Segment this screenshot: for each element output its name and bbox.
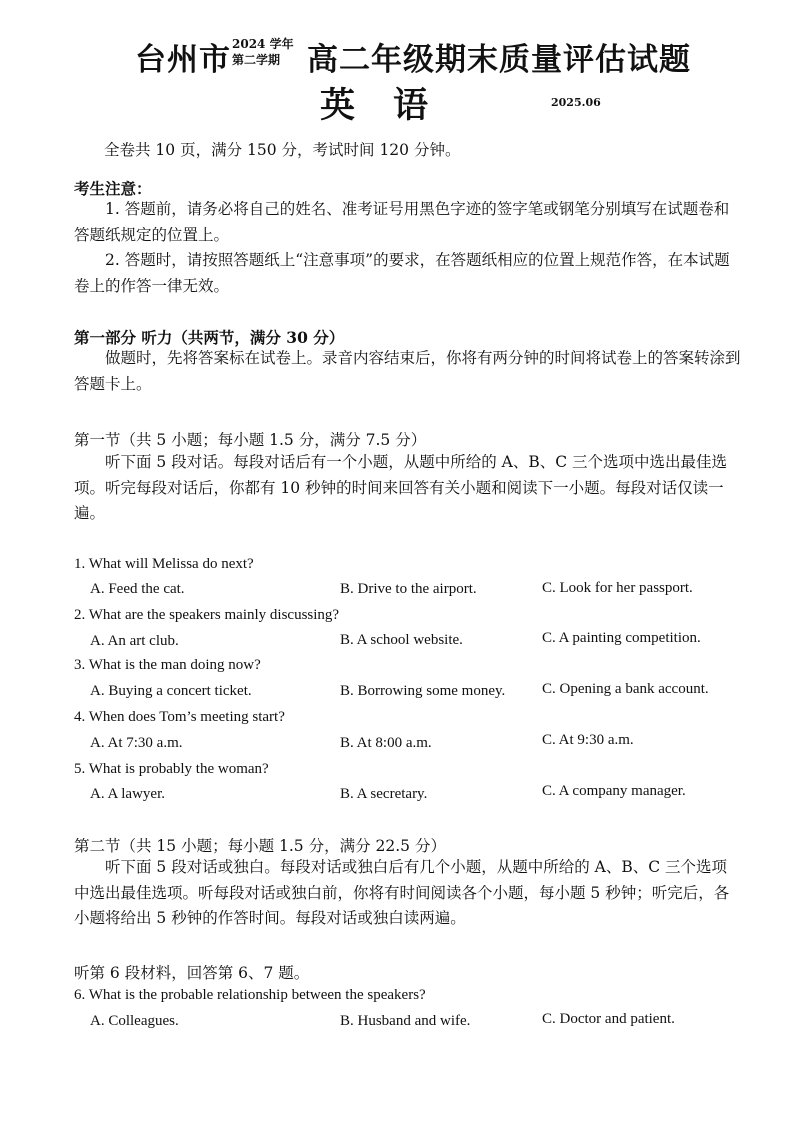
exam-intro: 全卷共 10 页，满分 150 分，考试时间 120 分钟。 (104, 141, 461, 159)
q1-option-a: A. Feed the cat. (90, 581, 185, 597)
q4-option-b: B. At 8:00 a.m. (340, 735, 432, 751)
q1-option-b: B. Drive to the airport. (340, 581, 477, 597)
exam-header (0, 30, 794, 126)
q3-option-c: C. Opening a bank account. (542, 681, 709, 697)
term-semester: 第二学期 (232, 53, 281, 67)
q2-option-b: B. A school website. (340, 632, 463, 648)
material-6-heading: 听第 6 段材料，回答第 6、7 题。 (74, 964, 310, 982)
section1-desc: 听下面 5 段对话。每段对话后有一个小题，从题中所给的 A、B、C 三个选项中选出最佳选项。听完每段对话后，你都有 10 秒钟的时间来回答有关小题和阅读下一小题。每段对话仅读一遍。 (74, 453, 728, 522)
q3-option-a: A. Buying a concert ticket. (90, 683, 252, 699)
question-5: 5. What is probably the woman? (74, 761, 269, 777)
question-4: 4. When does Tom’s meeting start? (74, 709, 285, 725)
notice-item-1: 1. 答题前，请务必将自己的姓名、准考证号用黑色字迹的签字笔或钢笔分别填写在试题卷和答题纸规定的位置上。 (74, 200, 730, 244)
subject-title: 英语 (320, 85, 467, 126)
q5-option-c: C. A company manager. (542, 783, 686, 799)
q1-option-c: C. Look for her passport. (542, 580, 693, 596)
q6-option-a: A. Colleagues. (90, 1013, 179, 1029)
city-name: 台州市 (135, 42, 231, 78)
q4-option-a: A. At 7:30 a.m. (90, 735, 183, 751)
question-6: 6. What is the probable relationship between the speakers? (74, 987, 426, 1003)
q3-option-b: B. Borrowing some money. (340, 683, 506, 699)
section2-desc: 听下面 5 段对话或独白。每段对话或独白后有几个小题，从题中所给的 A、B、C 三个选项中选出最佳选项。听每段对话或独白前，你将有时间阅读各个小题，每小题 5 秒钟；听完后，各小题将给出 5 秒钟的作答时间。每段对话或独白读两遍。 (74, 858, 730, 927)
q5-option-a: A. A lawyer. (90, 786, 165, 802)
q4-option-c: C. At 9:30 a.m. (542, 732, 634, 748)
exam-title: 高二年级期末质量评估试题 (307, 42, 691, 78)
q2-option-c: C. A painting competition. (542, 630, 701, 646)
part1-heading: 第一部分 听力（共两节，满分 30 分） (74, 328, 345, 347)
section2-heading: 第二节（共 15 小题；每小题 1.5 分，满分 22.5 分） (74, 837, 446, 855)
exam-date: 2025.06 (551, 96, 601, 109)
q6-option-b: B. Husband and wife. (340, 1013, 471, 1029)
term-label (232, 36, 294, 68)
question-1: 1. What will Melissa do next? (74, 556, 254, 572)
q2-option-a: A. An art club. (90, 633, 179, 649)
q6-option-c: C. Doctor and patient. (542, 1011, 675, 1027)
section1-heading: 第一节（共 5 小题；每小题 1.5 分，满分 7.5 分） (74, 431, 427, 449)
term-year: 2024 学年 (232, 37, 294, 51)
q5-option-b: B. A secretary. (340, 786, 428, 802)
notice-item-2: 2. 答题时，请按照答题纸上“注意事项”的要求，在答题纸相应的位置上规范作答，在本试题卷上的作答一律无效。 (74, 251, 730, 295)
question-2: 2. What are the speakers mainly discussing? (74, 607, 340, 623)
notice-heading: 考生注意： (74, 179, 152, 198)
part1-desc: 做题时，先将答案标在试卷上。录音内容结束后，你将有两分钟的时间将试卷上的答案转涂到答题卡上。 (74, 349, 741, 393)
question-3: 3. What is the man doing now? (74, 657, 261, 673)
